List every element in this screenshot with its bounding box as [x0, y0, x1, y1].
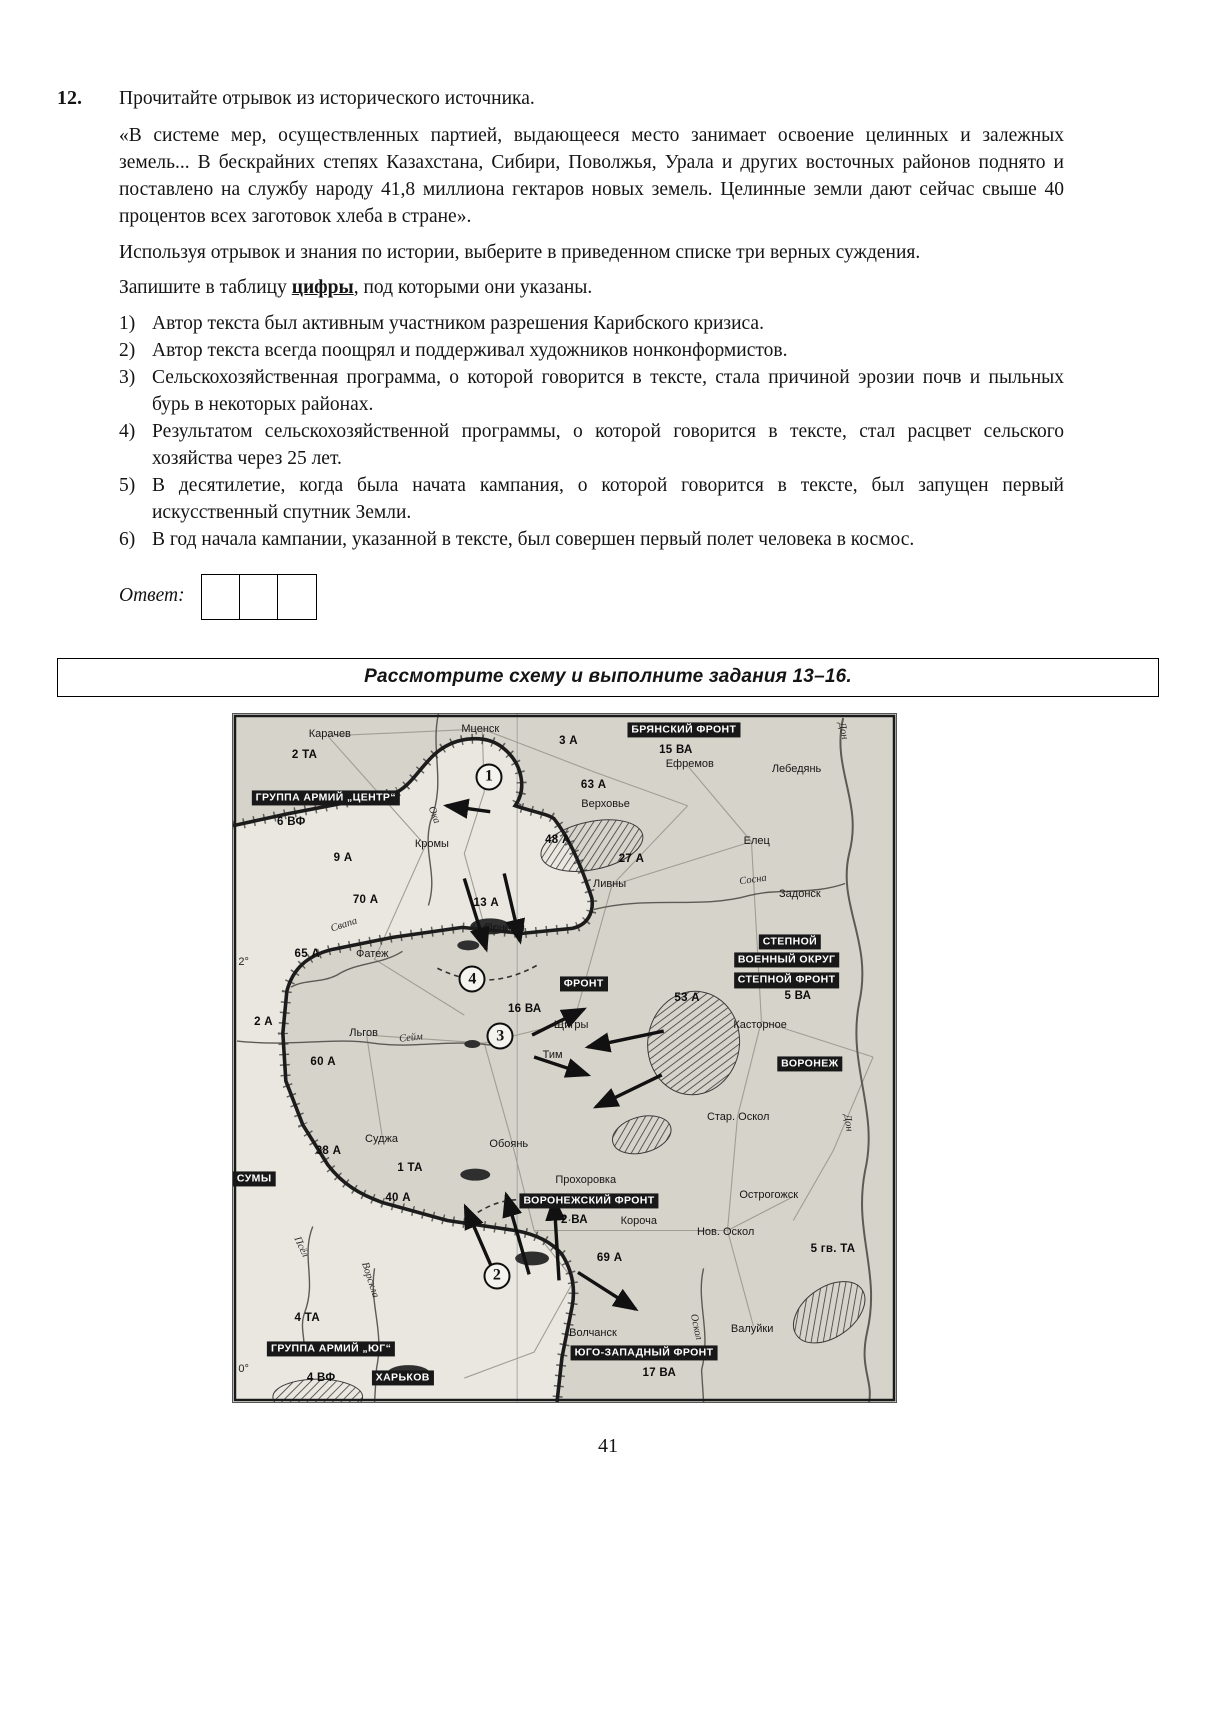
- record-instruction: [119, 275, 1064, 302]
- map-marker-2: 2: [483, 1262, 510, 1289]
- option-text: Автор текста был активным участником разрешения Карибского кризиса.: [152, 313, 764, 335]
- scheme-banner: [57, 658, 1159, 697]
- map-city-label: Льгов: [349, 1027, 378, 1040]
- option-text: Результатом сельскохозяйственной программы, о которой говорится в тексте, стал расцвет сельского хозяйства через 25 лет.: [152, 420, 1064, 469]
- map-army-label: 60 А: [310, 1056, 336, 1069]
- map-city-label: Суджа: [365, 1133, 398, 1146]
- map-army-label: 3 А: [559, 735, 578, 748]
- answer-cell-2: [239, 574, 279, 620]
- map-front-label: ВОРОНЕЖСКИЙ ФРОНТ: [519, 1194, 658, 1209]
- option-number: 4): [119, 420, 136, 442]
- map-army-label: 16 ВА: [507, 1002, 542, 1015]
- option-5: [119, 473, 1064, 527]
- option-text: Сельскохозяйственная программа, о которой говорится в тексте, стала причиной эрозии почв и пыльных бурь в некоторых районах.: [152, 367, 1064, 416]
- option-number: 1): [119, 313, 136, 335]
- map-army-label: 5 гв. ТА: [810, 1242, 856, 1255]
- record-suffix: , под которыми они указаны.: [353, 277, 593, 299]
- map-army-label: 38 А: [315, 1145, 342, 1158]
- option-3: [119, 365, 1064, 419]
- map-city-label: Острогожск: [739, 1189, 799, 1202]
- question-task: Используя отрывок и знания по истории, выберите в приведенном списке три верных суждения.: [119, 241, 921, 263]
- question-intro: Прочитайте отрывок из исторического источника.: [119, 88, 535, 109]
- map-river-label: Ворскла: [359, 1260, 382, 1299]
- question-body: [119, 86, 1064, 620]
- map-army-label: 2 ТА: [291, 748, 318, 761]
- map-grid-label: 0°: [238, 1363, 249, 1376]
- map-city-label: Верховье: [581, 798, 630, 811]
- map-army-label: 2 А: [254, 1016, 273, 1029]
- map-army-label: 69 А: [596, 1251, 623, 1264]
- answer-cells: [201, 574, 318, 620]
- map-front-label: ГРУППА АРМИЙ „ЦЕНТР“: [252, 791, 400, 806]
- map-army-label: 63 А: [580, 779, 607, 792]
- map-city-label: Ливны: [592, 878, 627, 891]
- map-city-label: Нов. Оскол: [696, 1225, 755, 1238]
- map-river-label: Свапа: [329, 915, 360, 935]
- map-city-label: Лебедянь: [771, 762, 822, 775]
- option-1: [119, 311, 1064, 338]
- map-front-label: СТЕПНОЙ: [759, 934, 821, 949]
- map-army-label: 13 А: [473, 896, 500, 909]
- map-marker-4: 4: [459, 966, 486, 993]
- map-army-label: 5 ВА: [784, 990, 812, 1003]
- map-army-label: 48 А: [545, 834, 571, 847]
- option-2: [119, 338, 1064, 365]
- map-river-label: Оскол: [688, 1313, 705, 1342]
- map-front-label: ФРОНТ: [560, 976, 608, 991]
- map-front-label: ВОРОНЕЖ: [777, 1056, 842, 1071]
- map-front-label: СТЕПНОЙ ФРОНТ: [734, 973, 840, 988]
- option-6: [119, 527, 1064, 554]
- map-city-label: Волчанск: [569, 1327, 617, 1340]
- map-river-label: Сосна: [739, 872, 768, 888]
- scheme-map: [232, 713, 897, 1403]
- option-number: 2): [119, 340, 136, 362]
- option-text: В год начала кампании, указанной в тексте, был совершен первый полет человека в космос.: [152, 528, 915, 550]
- map-city-label: Задонск: [779, 887, 821, 900]
- answer-row: [119, 574, 1064, 620]
- map-river-label: Ока: [425, 804, 443, 825]
- map-army-label: 4 ВФ: [306, 1372, 336, 1385]
- map-city-label: Валуйки: [730, 1323, 774, 1336]
- option-text: Автор текста всегда поощрял и поддерживал художников нонконформистов.: [152, 340, 788, 362]
- map-city-label: Щигры: [553, 1019, 589, 1032]
- map-city-label: Фатеж: [355, 947, 389, 960]
- map-river-label: Дон: [835, 721, 851, 741]
- map-river-label: Дон: [841, 1113, 855, 1133]
- option-number: 5): [119, 474, 136, 496]
- answer-label: Ответ:: [119, 585, 185, 607]
- record-emphasis: цифры: [291, 277, 354, 299]
- map-city-label: Касторное: [733, 1019, 787, 1032]
- map-city-label: Мценск: [461, 722, 500, 735]
- map-city-label: Карачев: [308, 728, 351, 741]
- map-army-label: 65 А: [294, 948, 320, 961]
- map-army-label: 53 А: [674, 992, 700, 1005]
- question-12: [0, 86, 1216, 620]
- map-army-label: 70 А: [352, 893, 379, 906]
- map-city-label: Обоянь: [489, 1137, 529, 1150]
- map-front-label: ВОЕННЫЙ ОКРУГ: [734, 952, 840, 967]
- option-number: 6): [119, 528, 136, 550]
- option-number: 3): [119, 367, 136, 389]
- question-number: 12.: [57, 87, 82, 109]
- map-army-label: 27 А: [618, 852, 645, 865]
- source-quote: «В системе мер, осуществленных партией, выдающееся место занимает освоение целинных и залежных земель... В бескрайних степях Казахстана, Сибири, Поволжья, Урала и других восточных районов поднято и поставлено на службу народу 41,8 миллиона гектаров новых земель. Целинные земли дают сейчас свыше 40 процентов всех заготовок хлеба в стране».: [119, 124, 1064, 227]
- map-city-label: Поныри: [484, 922, 525, 935]
- map-army-label: 9 А: [333, 851, 353, 864]
- map-city-label: Кромы: [414, 838, 449, 851]
- map-city-label: Стар. Оскол: [706, 1111, 770, 1124]
- map-army-label: 40 А: [385, 1191, 411, 1204]
- scheme-banner-text: Рассмотрите схему и выполните задания 13–16.: [364, 665, 852, 687]
- map-army-label: 6 ВФ: [277, 815, 306, 828]
- map-city-label: Тим: [542, 1048, 563, 1061]
- map-marker-3: 3: [487, 1023, 514, 1050]
- map-city-label: Прохоровка: [555, 1173, 617, 1186]
- map-army-label: 4 ТА: [294, 1311, 320, 1324]
- map-front-label: ЮГО-ЗАПАДНЫЙ ФРОНТ: [571, 1345, 718, 1360]
- map-army-label: 15 ВА: [659, 743, 693, 756]
- map-front-label: ХАРЬКОВ: [372, 1371, 434, 1386]
- map-front-label: БРЯНСКИЙ ФРОНТ: [627, 722, 740, 737]
- record-prefix: Запишите в таблицу: [119, 277, 292, 299]
- map-river-label: Псёл: [291, 1235, 311, 1260]
- answer-cell-3: [277, 574, 317, 620]
- map-army-label: 17 ВА: [642, 1367, 677, 1380]
- map-army-label: 2 ВА: [561, 1213, 588, 1226]
- map-army-label: 1 ТА: [397, 1161, 423, 1174]
- option-4: [119, 419, 1064, 473]
- map-city-label: Короча: [620, 1214, 657, 1227]
- map-front-label: СУМЫ: [233, 1172, 276, 1187]
- map-marker-1: 1: [475, 763, 502, 790]
- option-text: В десятилетие, когда была начата кампания, о которой говорится в тексте, был запущен первый искусственный спутник Земли.: [152, 474, 1064, 523]
- map-river-label: Сейм: [398, 1031, 424, 1045]
- map-grid-label: 2°: [238, 955, 249, 968]
- map-city-label: Ефремов: [665, 758, 714, 771]
- answer-cell-1: [201, 574, 241, 620]
- map-city-label: Елец: [743, 835, 770, 848]
- map-front-label: ГРУППА АРМИЙ „ЮГ“: [267, 1341, 395, 1356]
- page-number: 41: [598, 1434, 618, 1457]
